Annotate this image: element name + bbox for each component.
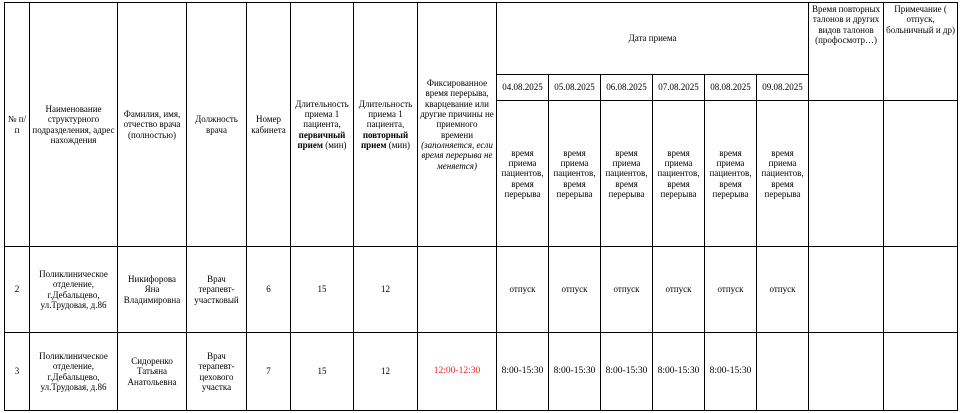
date-head: 07.08.2025 <box>653 75 705 101</box>
date-head: 05.08.2025 <box>549 75 601 101</box>
col-head-room: Номер кабинета <box>247 3 291 247</box>
note-sub <box>884 101 958 247</box>
sub-head: время приема пациентов, время перерыва <box>497 101 549 247</box>
cell-day: 8:00-15:30 <box>653 333 705 411</box>
cell-no: 3 <box>5 333 30 411</box>
cell-day: отпуск <box>653 247 705 333</box>
sub-head: время приема пациентов, время перерыва <box>757 101 809 247</box>
cell-duration-repeat: 12 <box>354 247 418 333</box>
table-row <box>5 247 958 333</box>
cell-break: 12:00-12:30 <box>418 333 497 411</box>
cell-day <box>757 333 809 411</box>
cell-unit: Поликлиническое отделение, г.Дебальцево, ул.Трудовая, д.86 <box>30 247 118 333</box>
duration-repeat-unit: (мин) <box>388 140 411 151</box>
col-head-duration-first <box>291 3 354 247</box>
cell-day: 8:00-15:30 <box>497 333 549 411</box>
col-head-repeat-tickets: Время повторных талонов и других видов талонов (профосмотр…) <box>809 3 884 101</box>
cell-day: отпуск <box>497 247 549 333</box>
cell-day: 8:00-15:30 <box>601 333 653 411</box>
break-head-note: (заполняется, если время перерыва не меняется) <box>421 140 493 171</box>
duration-first-bold: первичный прием <box>297 129 346 151</box>
table-row <box>5 333 958 411</box>
sub-head: время приема пациентов, время перерыва <box>705 101 757 247</box>
duration-first-text: Длительность приема 1 пациента, <box>295 98 349 130</box>
cell-repeat-tickets <box>809 333 884 411</box>
col-head-note: Примечание ( отпуск, больничный и др) <box>884 3 958 101</box>
sub-head: время приема пациентов, время перерыва <box>653 101 705 247</box>
cell-day: отпуск <box>601 247 653 333</box>
col-head-date-group: Дата приема <box>497 3 809 75</box>
cell-day: отпуск <box>757 247 809 333</box>
schedule-table <box>4 2 958 411</box>
cell-day: отпуск <box>549 247 601 333</box>
cell-room: 7 <box>247 333 291 411</box>
cell-repeat-tickets <box>809 247 884 333</box>
cell-room: 6 <box>247 247 291 333</box>
sub-head: время приема пациентов, время перерыва <box>549 101 601 247</box>
col-head-break <box>418 3 497 247</box>
col-head-no: № п/п <box>5 3 30 247</box>
cell-note <box>884 247 958 333</box>
col-head-unit: Наименование структурного подразделения, адрес нахождения <box>30 3 118 247</box>
cell-day: отпуск <box>705 247 757 333</box>
date-head: 04.08.2025 <box>497 75 549 101</box>
cell-duration-first: 15 <box>291 247 354 333</box>
cell-day: 8:00-15:30 <box>549 333 601 411</box>
cell-position: Врач терапевт-цехового участка <box>187 333 247 411</box>
cell-duration-repeat: 12 <box>354 333 418 411</box>
duration-first-unit: (мин) <box>325 140 347 151</box>
col-head-position: Должность врача <box>187 3 247 247</box>
cell-unit: Поликлиническое отделение, г.Дебальцево, ул.Трудовая, д.86 <box>30 333 118 411</box>
cell-break <box>418 247 497 333</box>
duration-repeat-bold: повторный прием <box>360 129 409 151</box>
date-head: 08.08.2025 <box>705 75 757 101</box>
col-head-duration-repeat <box>354 3 418 247</box>
date-head: 09.08.2025 <box>757 75 809 101</box>
header-row-1 <box>5 3 958 75</box>
cell-day: 8:00-15:30 <box>705 333 757 411</box>
cell-position: Врач терапевт-участковый <box>187 247 247 333</box>
cell-doctor-name: Никифорова Яна Владимировна <box>118 247 187 333</box>
repeat-tickets-sub <box>809 101 884 247</box>
col-head-doctor-name: Фамилия, имя, отчество врача (полностью) <box>118 3 187 247</box>
date-head: 06.08.2025 <box>601 75 653 101</box>
sub-head: время приема пациентов, время перерыва <box>601 101 653 247</box>
break-head-text: Фиксированное время перерыва, кварцевание или другие причины не приемного времени <box>420 77 494 140</box>
duration-repeat-text: Длительность приема 1 пациента, <box>358 98 413 130</box>
cell-note <box>884 333 958 411</box>
cell-duration-first: 15 <box>291 333 354 411</box>
cell-no: 2 <box>5 247 30 333</box>
cell-doctor-name: Сидоренко Татьяна Анатольевна <box>118 333 187 411</box>
